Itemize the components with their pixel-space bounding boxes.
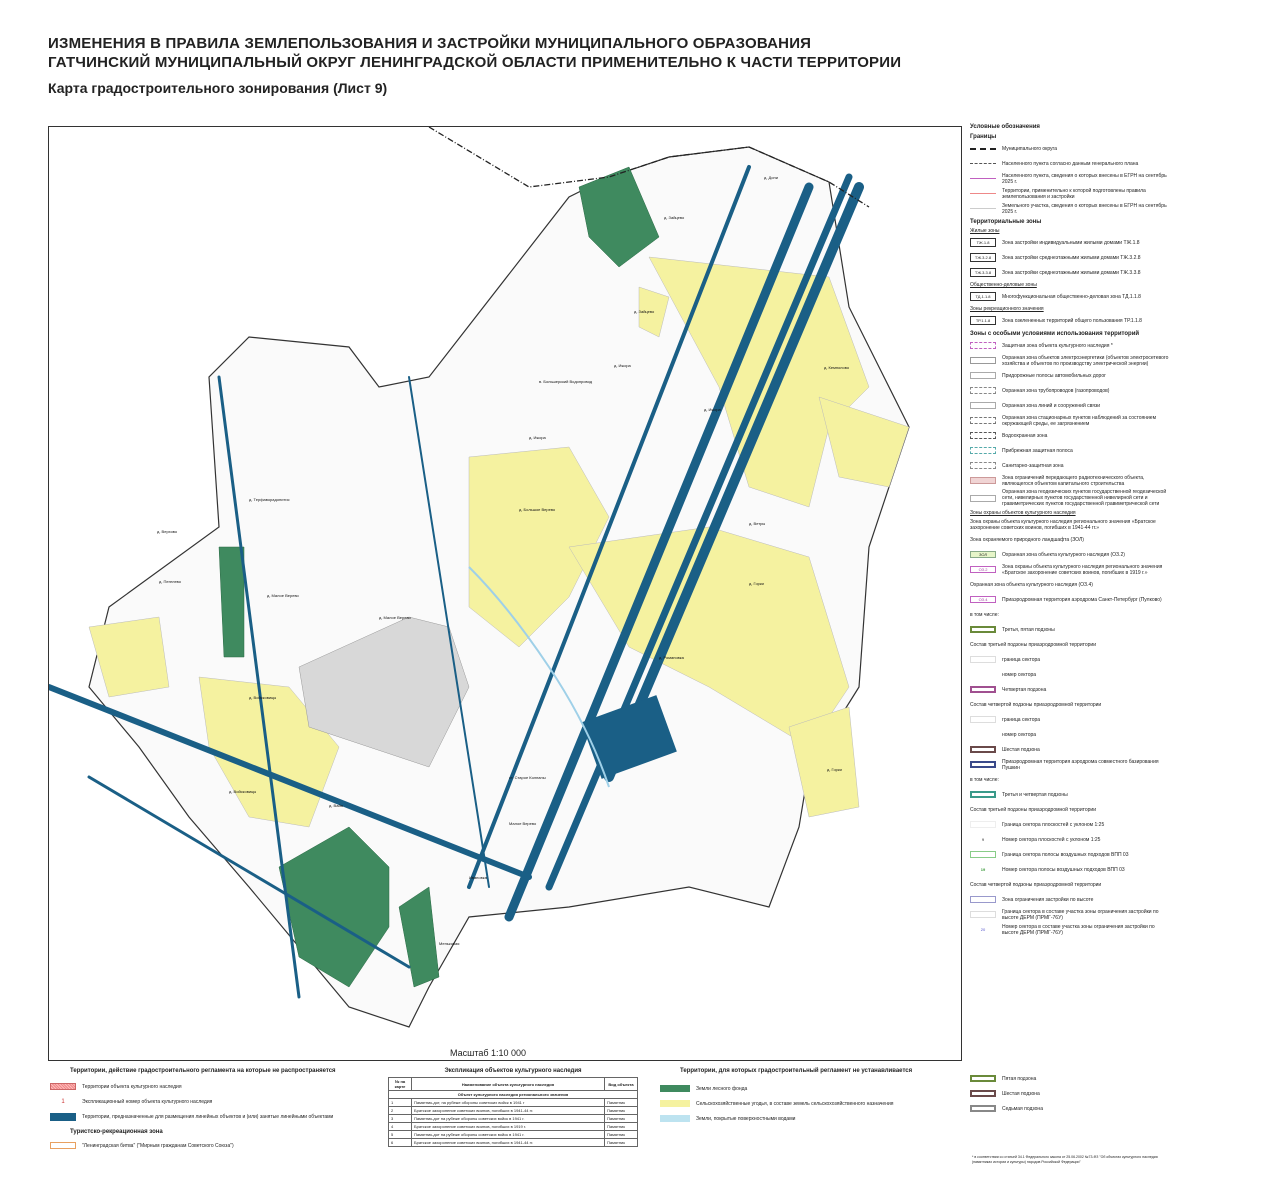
map-scale: Масштаб 1:10 000 [450,1048,527,1058]
legend-text: Территории, предназначенные для размещения линейных объектов и (или) занятые линейными объектами [82,1113,334,1120]
legend-text: Санитарно-защитная зона [1002,462,1064,469]
legend-row [970,314,1170,327]
zone-code: ОЗ.4 [970,596,996,603]
legend-row [970,414,1170,427]
table-cell: Памятник [605,1139,638,1147]
swatch [660,1085,690,1092]
legend-row [970,908,1170,921]
table-cell: Памятник [605,1107,638,1115]
legend-text: Зона озелененных территорий общего пользования ТР.1.1.8 [1002,317,1142,324]
table-cell: 3 [389,1115,412,1123]
zone-code: ТР.1.1.8 [970,316,996,325]
legend-text: номер сектора [1002,731,1037,738]
map-label: Меньковая [439,941,460,946]
legend-text: Земли лесного фонда [696,1085,748,1092]
legend-text: Состав четвертой подзоны приаэродромной территории [970,701,1102,708]
legend-row [970,518,1170,531]
table-cell: Братское захоронение советских воинов, погибших в 1941-44 гг. [412,1107,605,1115]
table-cell: Памятник [605,1099,638,1107]
swatch [970,342,996,349]
legend-text: в том числе: [970,611,999,618]
legend-row [50,1139,350,1152]
legend-row [970,593,1170,606]
legend-row [970,608,1170,621]
legend-row [970,728,1170,741]
swatch [970,402,996,409]
legend-text: Зона охраны объекта культурного наследия регионального значения «Братское захоронение советских воинов, погибших в 1941-44 гг.» [970,518,1156,531]
legend-text: Защитная зона объекта культурного наследия * [1002,342,1113,349]
zone-code: ТЖ.3.2.8 [970,253,996,262]
legend-row [970,339,1170,352]
legend-okn-heading: Зоны охраны объектов культурного наследия [970,510,1076,516]
swatch [970,357,996,364]
legend-text: Охранная зона объекта культурного наследия (ОЗ.2) [1002,551,1125,558]
swatch [970,626,996,633]
legend-text: Зона охраняемого природного ландшафта (ЗОЛ) [970,536,1084,543]
table-cell: Памятник-дот, на рубеже обороны советских войск в 1941 г [412,1099,605,1107]
table-cell: Братское захоронение советских воинов, погибших в 1919 г. [412,1123,605,1131]
legend-row [970,713,1170,726]
legend-text: Прибрежная защитная полоса [1002,447,1073,454]
legend-row [970,698,1170,711]
swatch [50,1142,76,1149]
legend-heading: Условные обозначения [970,124,1040,130]
map-label: в. Большерский Водопровод [539,379,593,384]
legend-special-heading: Зоны с особыми условиями использования территорий [970,331,1140,337]
map-label: д. Терфаворадонитис [249,497,290,502]
legend-text: Третья и четвертая подзоны [1002,791,1068,798]
legend-row [50,1080,350,1093]
legend-row [970,474,1170,487]
legend-row [970,251,1170,264]
legend-row [970,818,1170,831]
legend-row [970,444,1170,457]
swatch [50,1113,76,1121]
legend-row [970,803,1170,816]
legend-text: Третья, пятая подзоны [1002,626,1055,633]
swatch [970,1090,996,1097]
table-cell: 1 [389,1099,412,1107]
swatch [970,911,996,918]
legend-row [970,578,1170,591]
legend-row [970,773,1170,786]
table-row [389,1107,638,1115]
legend-residential-heading: Жилые зоны [970,228,1000,234]
map-label: д. Зайцево [664,215,685,220]
legend-row [970,1102,1170,1115]
map-label: д. Ижора [529,435,546,440]
swatch [970,746,996,753]
table-cell: Памятник [605,1131,638,1139]
legend-row [970,172,1170,185]
swatch [970,193,996,194]
legend-borders-heading: Границы [970,134,997,140]
table-row [389,1131,638,1139]
sector-number: 20 [980,926,986,932]
title-line-2: ГАТЧИНСКИЙ МУНИЦИПАЛЬНЫЙ ОКРУГ ЛЕНИНГРАДСКОЙ ОБЛАСТИ ПРИМЕНИТЕЛЬНО К ЧАСТИ ТЕРРИТОРИИ [48,54,902,71]
legend-row [660,1082,960,1095]
map-label: д. Ижора [614,363,631,368]
legend-row [970,142,1170,155]
legend-text: Водоохранная зона [1002,432,1048,439]
legend-text: граница сектора [1002,716,1041,723]
swatch [970,178,996,179]
legend-row [970,878,1170,891]
swatch [970,761,996,768]
legend-text: граница сектора [1002,656,1041,663]
legend-row [970,923,1170,936]
legend-text: Многофункциональная общественно-деловая зона ТД.1.1.8 [1002,293,1141,300]
swatch [970,208,996,209]
zone-code: ТЖ.1.8 [970,238,996,247]
legend-text: в том числе: [970,776,999,783]
map-label: д. Ветры [749,521,766,526]
zone-code: ОЗ.2 [970,566,996,573]
map-label: д. Ижора [704,407,721,412]
legend-row [50,1095,350,1108]
excluded-section [50,1068,350,1154]
swatch [970,387,996,394]
map-label: д. Малое Верево [267,593,299,598]
swatch [970,462,996,469]
legend-text: "Ленинградская битва" ("Мирным гражданам Советского Союза") [82,1142,234,1149]
swatch [970,671,996,678]
legend-row [970,290,1170,303]
zone-code: ТД.1.1.8 [970,292,996,301]
swatch [970,821,996,828]
okn-table-section [388,1068,638,1147]
legend-text: Приаэродромная территория аэродрома совместного базирования Пушкин [1002,758,1159,771]
legend-text: Зона застройки среднеэтажными жилыми домами ТЖ.3.2.8 [1002,254,1141,261]
swatch [970,1105,996,1112]
legend [970,120,1170,938]
legend-text: Охранная зона линий и сооружений связи [1002,402,1101,409]
legend-row [970,266,1170,279]
swatch [970,686,996,693]
legend-row [970,893,1170,906]
map-label: д. Пегелево [159,579,181,584]
legend-text: Населенного пункта согласно данным генерального плана [1002,160,1139,167]
table-cell: 4 [389,1123,412,1131]
legend-text: Экспликационный номер объекта культурного наследия [82,1098,213,1105]
swatch [970,432,996,439]
map-label: д. Горки [827,767,842,772]
legend-text: Охранная зона стационарных пунктов наблюдений за состоянием окружающей среды, ее загрязнением [1002,414,1157,427]
legend-row [970,548,1170,561]
legend-text: Состав третьей подзоны приаэродромной территории [970,641,1097,648]
table-row [389,1123,638,1131]
legend-row [970,236,1170,249]
swatch [970,417,996,424]
legend-text: Номер сектора в составе участка зоны ограничения застройки по высоте ДЕРМ (ПРМГ-76У) [1002,923,1155,936]
legend-row [970,157,1170,170]
legend-text: Приаэродромная территория аэродрома Санкт-Петербург (Пулково) [1002,596,1162,603]
map-subtitle: Карта градостроительного зонирования (Лист 9) [48,80,388,96]
zone-code: ЗОЛ [970,551,996,558]
legend-text: Зона застройки индивидуальными жилыми домами ТЖ.1.8 [1002,239,1140,246]
legend-text: Номер сектора полосы воздушных подходов ВПП 03 [1002,866,1125,873]
swatch [970,791,996,798]
swatch [970,716,996,723]
legend-row [660,1112,960,1125]
okn-table [388,1077,638,1147]
noregl-section [660,1068,960,1127]
legend-text: Территории объекта культурного наследия [82,1083,182,1090]
swatch [660,1100,690,1107]
legend-text: Земли, покрытые поверхностными водами [696,1115,796,1122]
sector-number: 9 [981,836,985,842]
tourist-heading: Туристско-рекреационная зона [70,1129,163,1135]
legend-row [970,399,1170,412]
map-label: Малое Верево [509,821,537,826]
table-cell: Памятник-дот на рубеже обороны советских войск в 1941 г. [412,1131,605,1139]
okn-number: 1 [61,1098,65,1105]
map-label: д. Вайя [329,803,343,808]
legend-row [970,384,1170,397]
legend-row [970,653,1170,666]
map-label: д. Дони [764,175,778,180]
legend-row [970,668,1170,681]
swatch [970,731,996,738]
legend-row [970,1072,1170,1085]
legend-row [970,354,1170,367]
map-label: д. Большое Верево [519,507,556,512]
legend-text: Зона охраны объекта культурного наследия регионального значения «Братское захоронение советских воинов, погибших в 1919 г.» [1002,563,1163,576]
map-label: д. Зайцево [634,309,655,314]
legend-text: Придорожные полосы автомобильных дорог [1002,372,1106,379]
legend-text: номер сектора [1002,671,1037,678]
legend-text: Населенного пункта, сведения о которых внесены в ЕГРН на сентябрь 2025 г. [1002,172,1167,185]
swatch [970,372,996,379]
legend-row [970,623,1170,636]
table-cell: 2 [389,1107,412,1115]
legend-public-heading: Общественно-деловые зоны [970,282,1037,288]
legend-text: Зона ограничения застройки по высоте [1002,896,1094,903]
map-frame[interactable] [48,126,962,1061]
map-label: ст. Старое Колпаны [509,775,546,780]
legend-text: Четвертая подзона [1002,686,1047,693]
map-label: д. Верхово [157,529,178,534]
legend-row [970,459,1170,472]
swatch [970,656,996,663]
legend-subzones [970,1072,1170,1117]
noregl-heading: Территории, для которых градостроительный регламент не устанавливается [680,1068,913,1074]
legend-row [970,563,1170,576]
swatch [970,148,996,150]
legend-text: Седьмая подзона [1002,1105,1043,1112]
zone-code: ТЖ.3.3.8 [970,268,996,277]
legend-row [970,369,1170,382]
legend-row [970,533,1170,546]
table-cell: Памятник [605,1115,638,1123]
legend-text: Граница сектора полосы воздушных подходов ВПП 03 [1002,851,1129,858]
legend-row [970,187,1170,200]
map-label: д. Кемполово [824,365,850,370]
legend-row [970,788,1170,801]
legend-row [970,758,1170,771]
legend-text: Шестая подзона [1002,1090,1040,1097]
legend-text: Земельного участка, сведения о которых внесены в ЕГРН на сентябрь 2025 г. [1002,202,1167,215]
map-title [48,34,901,72]
map-label: д. Войсковицы [229,789,257,794]
footnote: * в соответствии со статьей 34.1 Федерального закона от 25.06.2002 №73-ФЗ "Об объектах культурного наследия (памятниках истории и культуры) народов Российской Федерации" [972,1155,1158,1164]
legend-row [970,683,1170,696]
table-cell: Памятник-дот на рубеже обороны советских войск в 1941 г. [412,1115,605,1123]
swatch [970,163,996,164]
legend-zones-heading: Территориальные зоны [970,219,1042,225]
legend-recreation-heading: Зоны рекреационного значения [970,306,1044,312]
swatch [660,1115,690,1122]
swatch [970,1075,996,1082]
okn-table-heading: Экспликация объектов культурного наследия [444,1068,582,1074]
legend-text: Граница сектора в составе участка зоны ограничения застройки по высоте ДЕРМ (ПРМГ-76У) [1002,908,1159,921]
table-cell: Братское захоронение советских воинов, погибших в 1941-44 гг. [412,1139,605,1147]
table-header-row [389,1078,638,1091]
legend-text: Зона застройки среднеэтажными жилыми домами ТЖ.3.3.8 [1002,269,1141,276]
table-cell: 5 [389,1131,412,1139]
swatch [50,1083,76,1090]
zoning-map[interactable] [49,127,962,1061]
table-subheader: Объект культурного наследия регионального значения [389,1091,638,1099]
map-label: д. Горки [749,581,764,586]
legend-row [660,1097,960,1110]
legend-text: Состав четвертой подзоны приаэродромной территории [970,881,1102,888]
legend-text: Охранная зона трубопроводов (газопроводов) [1002,387,1110,394]
table-subheader-row [389,1091,638,1099]
legend-row [970,1087,1170,1100]
swatch [970,896,996,903]
table-row [389,1099,638,1107]
map-label: д. Малое Верево [379,615,411,620]
swatch [970,477,996,484]
legend-row [970,863,1170,876]
legend-text: Граница сектора плоскостей с уклоном 1:25 [1002,821,1105,828]
table-header: Вид объекта [605,1078,638,1091]
sector-number: 19 [980,866,986,872]
legend-text: Пятая подзона [1002,1075,1037,1082]
legend-text: Охранная зона геодезических пунктов государственной геодезической сети, нивелирных пунктов государственной нивелирной сети и гравиметрических пунктов государственной гравиметрической сети [1002,489,1167,507]
legend-text: Сельскохозяйственные угодья, в составе земель сельскохозяйственного назначения [696,1100,894,1107]
legend-text: Шестая подзона [1002,746,1040,753]
legend-row [970,202,1170,215]
legend-text: Охранная зона объекта культурного наследия (ОЗ.4) [970,581,1093,588]
legend-row [50,1110,350,1123]
map-label: д. Войсковицы [249,695,277,700]
table-header: Наименование объекта культурного наследия [412,1078,605,1091]
legend-text: Охранная зона объектов электроэнергетики (объектов электросетевого хозяйства и объектов по производству электрической энергии) [1002,354,1169,367]
map-label: д. Романовка [659,655,684,660]
legend-text: Муниципального округа [1002,145,1058,152]
legend-row [970,489,1170,507]
legend-text: Состав третьей подзоны приаэродромной территории [970,806,1097,813]
table-row [389,1139,638,1147]
legend-text: Территории, применительно к которой подготовлены правила землепользования и застройки [1002,187,1146,200]
legend-row [970,429,1170,442]
swatch [970,851,996,858]
table-cell: 6 [389,1139,412,1147]
swatch [970,495,996,502]
legend-row [970,848,1170,861]
legend-row [970,833,1170,846]
legend-text: Зона ограничений передающего радиотехнического объекта, являющегося объектом капитального строительства [1002,474,1145,487]
legend-row [970,638,1170,651]
swatch [970,447,996,454]
map-label: Ивановка [469,875,487,880]
table-header: № на карте [389,1078,412,1091]
table-row [389,1115,638,1123]
legend-text: Номер сектора плоскостей с уклоном 1:25 [1002,836,1101,843]
table-cell: Памятник [605,1123,638,1131]
legend-row [970,743,1170,756]
excluded-heading: Территории, действие градостроительного регламента на которые не распространяется [70,1068,336,1074]
title-line-1: ИЗМЕНЕНИЯ В ПРАВИЛА ЗЕМЛЕПОЛЬЗОВАНИЯ И ЗАСТРОЙКИ МУНИЦИПАЛЬНОГО ОБРАЗОВАНИЯ [48,35,812,52]
